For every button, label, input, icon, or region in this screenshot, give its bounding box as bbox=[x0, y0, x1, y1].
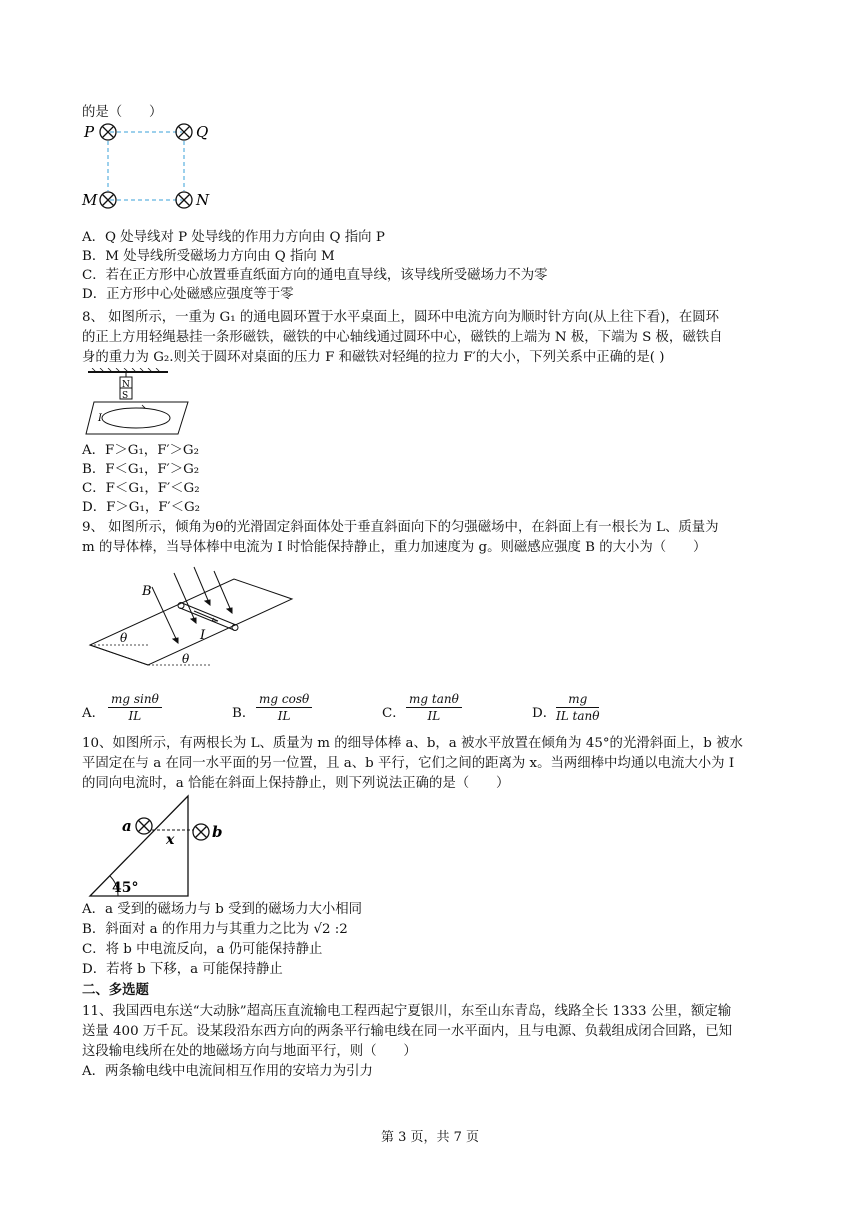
angle-label: 45° bbox=[112, 880, 139, 896]
magnet-s-label: S bbox=[122, 391, 129, 401]
label-n: N bbox=[196, 191, 210, 209]
q8-option-c: C．F＜G₁，F′＜G₂ bbox=[82, 481, 200, 496]
current-ring bbox=[102, 408, 170, 428]
current-i-label: I bbox=[200, 628, 206, 643]
field-b-label: B bbox=[142, 584, 152, 599]
q9-option-c-numerator: mg tanθ bbox=[406, 692, 462, 708]
q9-option-c-fraction bbox=[406, 692, 462, 723]
q10-stem-line-3: 的同向电流时，a 恰能在斜面上保持静止，则下列说法正确的是（ ） bbox=[82, 776, 510, 791]
q9-option-c-letter: C． bbox=[382, 706, 406, 721]
theta-label-1: θ bbox=[120, 631, 128, 645]
q10-stem-line-2: 平固定在与 a 在同一水平面的另一位置，且 a、b 平行，它们之间的距离为 x。当两细棒中均通以电流大小为 I bbox=[82, 756, 735, 771]
q10-option-a: A．a 受到的磁场力与 b 受到的磁场力大小相同 bbox=[82, 902, 363, 917]
q11-stem-line-1: 11、我国西电东送“大动脉”超高压直流输电工程西起宁夏银川，东至山东青岛，线路全长 1333 公里，额定输 bbox=[82, 1004, 732, 1019]
q9-option-a-letter: A． bbox=[82, 706, 106, 721]
q7-square-figure bbox=[80, 118, 220, 210]
label-p: P bbox=[84, 123, 95, 141]
q9-stem-line-1: 9、 如图所示，倾角为θ的光滑固定斜面体处于垂直斜面向下的匀强磁场中，在斜面上有一根长为 L、质量为 bbox=[82, 520, 719, 535]
q8-option-d: D．F＞G₁，F′＜G₂ bbox=[82, 500, 201, 515]
wire-into-page-icon bbox=[100, 124, 192, 208]
q8-stem-line-1: 8、 如图所示，一重为 G₁ 的通电圆环置于水平桌面上，圆环中电流方向为顺时针方向(从上往下看)，在圆环 bbox=[82, 310, 719, 325]
q9-option-b-denominator: IL bbox=[277, 709, 291, 723]
distance-x-label: x bbox=[166, 832, 175, 848]
q9-option-c-denominator: IL bbox=[427, 709, 441, 723]
q8-option-b: B．F＜G₁，F′＞G₂ bbox=[82, 462, 200, 477]
q11-stem-line-3: 这段输电线所在处的地磁场方向与地面平行，则（ ） bbox=[82, 1044, 417, 1059]
q9-option-d-numerator: mg bbox=[556, 692, 599, 708]
q9-option-b-letter: B． bbox=[232, 706, 256, 721]
q7-stem-tail: 的是（ ） bbox=[82, 105, 163, 120]
rod-b-label: b bbox=[212, 823, 223, 841]
label-q: Q bbox=[196, 123, 209, 141]
q7-option-d: D．正方形中心处磁感应强度等于零 bbox=[82, 287, 294, 302]
q7-option-c: C．若在正方形中心放置垂直纸面方向的通电直导线，该导线所受磁场力不为零 bbox=[82, 268, 548, 283]
q9-option-a-denominator: IL bbox=[128, 709, 142, 723]
q9-option-d-denominator: IL tanθ bbox=[556, 709, 600, 723]
rod-a-label: a bbox=[122, 817, 132, 835]
section-title-multiple-choice: 二、多选题 bbox=[82, 983, 149, 998]
q8-option-a: A．F＞G₁，F′＞G₂ bbox=[82, 443, 199, 458]
q9-option-b-fraction bbox=[256, 692, 312, 723]
q7-option-b: B．M 处导线所受磁场力方向由 Q 指向 M bbox=[82, 249, 335, 264]
label-m: M bbox=[82, 191, 98, 209]
q8-stem-line-3: 身的重力为 G₂.则关于圆环对桌面的压力 F 和磁铁对轻绳的拉力 F′的大小，下列关系中正确的是( ) bbox=[82, 350, 665, 365]
q10-option-c: C．将 b 中电流反向，a 仍可能保持静止 bbox=[82, 942, 323, 957]
q9-option-d-letter: D． bbox=[532, 706, 557, 721]
magnet-n-label: N bbox=[122, 380, 130, 390]
theta-label-2: θ bbox=[182, 652, 190, 666]
q10-stem-line-1: 10、如图所示，有两根长为 L、质量为 m 的细导体棒 a、b，a 被水平放置在倾角为 45°的光滑斜面上，b 被水 bbox=[82, 736, 743, 751]
q9-option-a-numerator: mg sinθ bbox=[108, 692, 162, 708]
ring-current-label: I bbox=[98, 413, 102, 424]
q7-option-a: A．Q 处导线对 P 处导线的作用力方向由 Q 指向 P bbox=[82, 230, 385, 245]
q11-stem-line-2: 送量 400 万千瓦。设某段沿东西方向的两条平行输电线在同一水平面内，且与电源、负载组成闭合回路，已知 bbox=[82, 1024, 733, 1039]
q9-incline-figure bbox=[86, 565, 306, 675]
q11-option-a: A．两条输电线中电流间相互作用的安培力为引力 bbox=[82, 1064, 373, 1079]
q9-stem-line-2: m 的导体棒，当导体棒中电流为 I 时恰能保持静止，重力加速度为 g。则磁感应强度 B 的大小为（ ） bbox=[82, 540, 707, 555]
q10-option-d: D．若将 b 下移，a 可能保持静止 bbox=[82, 962, 283, 977]
q9-option-a-fraction bbox=[108, 692, 162, 723]
q10-incline-figure bbox=[84, 792, 234, 898]
q8-stem-line-2: 的正上方用轻绳悬挂一条形磁铁，磁铁的中心轴线通过圆环中心，磁铁的上端为 N 极，下端为 S 极，磁铁自 bbox=[82, 330, 723, 345]
q8-magnet-ring-figure bbox=[84, 368, 194, 440]
q9-option-b-numerator: mg cosθ bbox=[256, 692, 312, 708]
q9-option-d-fraction bbox=[556, 692, 599, 723]
page-footer: 第 3 页，共 7 页 bbox=[380, 1130, 480, 1145]
q10-option-b: B．斜面对 a 的作用力与其重力之比为 √2 :2 bbox=[82, 922, 348, 937]
